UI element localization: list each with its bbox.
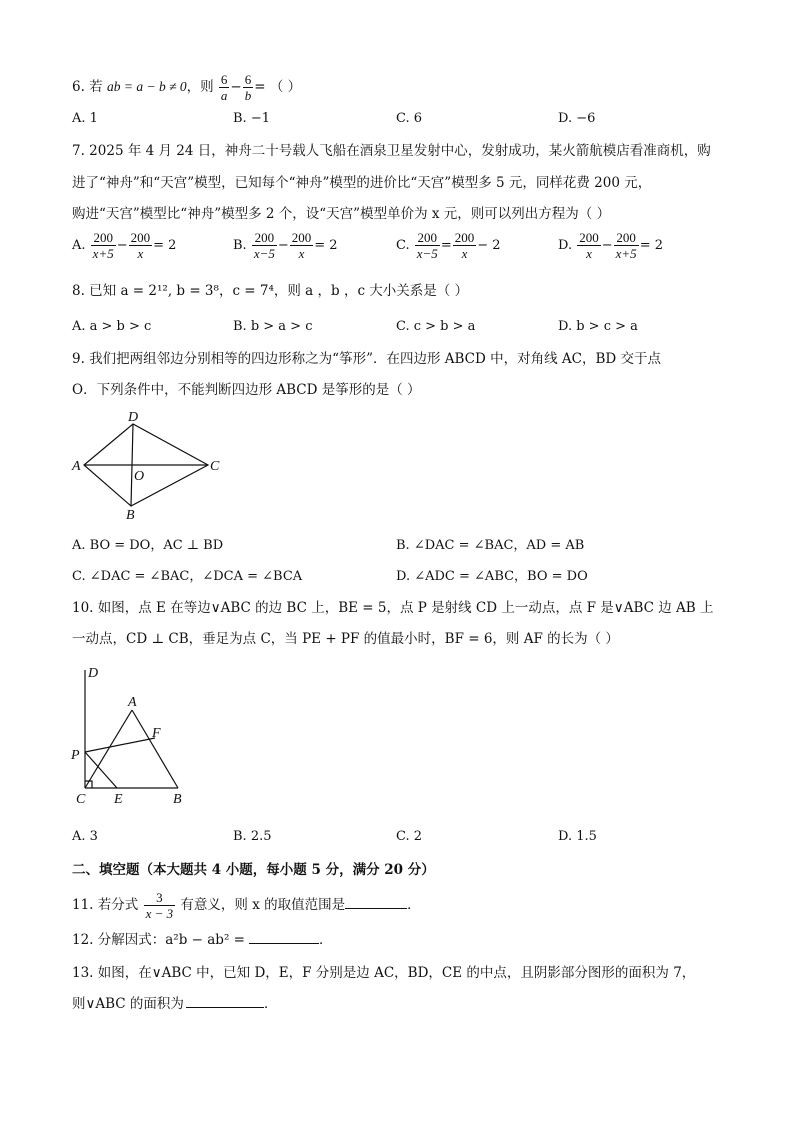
q6-option-c: C. 6: [396, 111, 423, 126]
q11-answer-blank[interactable]: [345, 896, 407, 909]
q7-option-a: A. $\frac{200}{x+5}$ − $\frac{200}{x}$ = 2: [72, 230, 177, 261]
q12-answer-blank[interactable]: [249, 931, 319, 944]
q13-answer-blank[interactable]: [186, 995, 264, 1008]
q8-option-a: A. a > b > c: [72, 319, 152, 334]
q7-stem-line-1: 7. 2025 年 4 月 24 日，神舟二十号载人飞船在酒泉卫星发射中心，发射成功，某火箭航模店看准商机，购: [72, 143, 711, 159]
q12-stem: 12. 分解因式：a²b − ab² = ．: [72, 932, 333, 948]
q10-label-d: D: [88, 666, 99, 681]
q6-fraction-2: $\frac{6}{b}$: [244, 72, 252, 103]
q7-option-d: D. $\frac{200}{x}$ − $\frac{200}{x+5}$ = 2: [558, 230, 663, 261]
q9-label-a: A: [72, 459, 81, 474]
q7-stem-line-3: 购进“天宫”模型比“神舟”模型多 2 个，设“天宫”模型单价为 x 元，则可以列出方程为（ ）: [72, 206, 611, 222]
q9-label-c: C: [210, 459, 220, 474]
q9-label-b: B: [126, 508, 135, 523]
q10-option-a: A. 3: [72, 829, 98, 844]
q10-label-e: E: [114, 792, 123, 807]
q11-fraction: $\frac{3}{x - 3}$: [145, 890, 174, 921]
q8-option-d: D. b > c > a: [558, 319, 638, 334]
q10-stem-line-2: 一动点，CD ⊥ CB，垂足为点 C，当 PE + PF 的值最小时，BF = 6，则 AF 的长为（ ）: [72, 631, 619, 647]
q9-label-o: O: [134, 469, 145, 484]
q10-option-c: C. 2: [396, 829, 423, 844]
q7-stem-line-2: 进了“神舟”和“天宫”模型，已知每个“神舟”模型的进价比“天宫”模型多 5 元，同样花费 200 元，: [72, 175, 652, 191]
q6-option-a: A. 1: [72, 111, 98, 126]
q9-stem-line-1: 9. 我们把两组邻边分别相等的四边形称之为“筝形”．在四边形 ABCD 中，对角线 AC，BD 交于点: [72, 351, 662, 367]
q10-label-b: B: [173, 792, 182, 807]
q9-option-b: B. ∠DAC = ∠BAC，AD = AB: [396, 538, 585, 553]
q10-option-b: B. 2.5: [233, 829, 272, 844]
section-2-heading: 二、填空题（本大题共 4 小题，每小题 5 分，满分 20 分）: [72, 862, 435, 878]
q7-option-b: B. $\frac{200}{x-5}$ − $\frac{200}{x}$ = 2: [233, 230, 338, 261]
q10-label-p: P: [71, 748, 80, 763]
q13-stem-line-2: 则∨ABC 的面积为 ．: [72, 996, 278, 1012]
q8-stem: 8. 已知 a = 2¹², b = 3⁸，c = 7⁴，则 a ，b ，c 大小关系是（ ）: [72, 283, 469, 299]
q6-option-d: D. −6: [558, 111, 596, 126]
q8-option-b: B. b > a > c: [233, 319, 313, 334]
q9-stem-line-2: O．下列条件中，不能判断四边形 ABCD 是筝形的是（ ）: [72, 382, 421, 398]
q9-label-d: D: [128, 410, 139, 425]
q8-option-c: C. c > b > a: [396, 319, 476, 334]
q10-stem-line-1: 10. 如图，点 E 在等边∨ABC 的边 BC 上，BE = 5，点 P 是射线 CD 上一动点，点 F 是∨ABC 边 AB 上: [72, 600, 714, 616]
q10-label-f: F: [152, 726, 161, 741]
q9-kite-figure: [66, 405, 236, 523]
q9-option-a: A. BO = DO，AC ⊥ BD: [72, 538, 224, 553]
q10-option-d: D. 1.5: [558, 829, 597, 844]
q6-fraction-1: $\frac{6}{a}$: [220, 72, 228, 103]
q6-option-b: B. −1: [233, 111, 270, 126]
q6-stem: 6. 若 ab = a − b ≠ 0，则 $\frac{6}{a}$ − $\frac{6}{b}$ = （ ）: [72, 72, 302, 103]
q10-label-c: C: [76, 792, 86, 807]
q6-condition: ab = a − b ≠ 0: [106, 79, 187, 94]
q7-option-c: C. $\frac{200}{x-5}$ = $\frac{200}{x}$ − 2: [396, 230, 501, 261]
q13-stem-line-1: 13. 如图，在∨ABC 中，已知 D，E，F 分别是边 AC，BD，CE 的中点，且阴影部分图形的面积为 7，: [72, 965, 696, 981]
q10-label-a: A: [128, 695, 137, 710]
q11-stem: 11. 若分式 $\frac{3}{x - 3}$ 有意义，则 x 的取值范围是 ．: [72, 890, 421, 921]
q10-triangle-figure: [66, 660, 196, 810]
q9-option-c: C. ∠DAC = ∠BAC，∠DCA = ∠BCA: [72, 569, 303, 584]
q9-option-d: D. ∠ADC = ∠ABC，BO = DO: [396, 569, 588, 584]
